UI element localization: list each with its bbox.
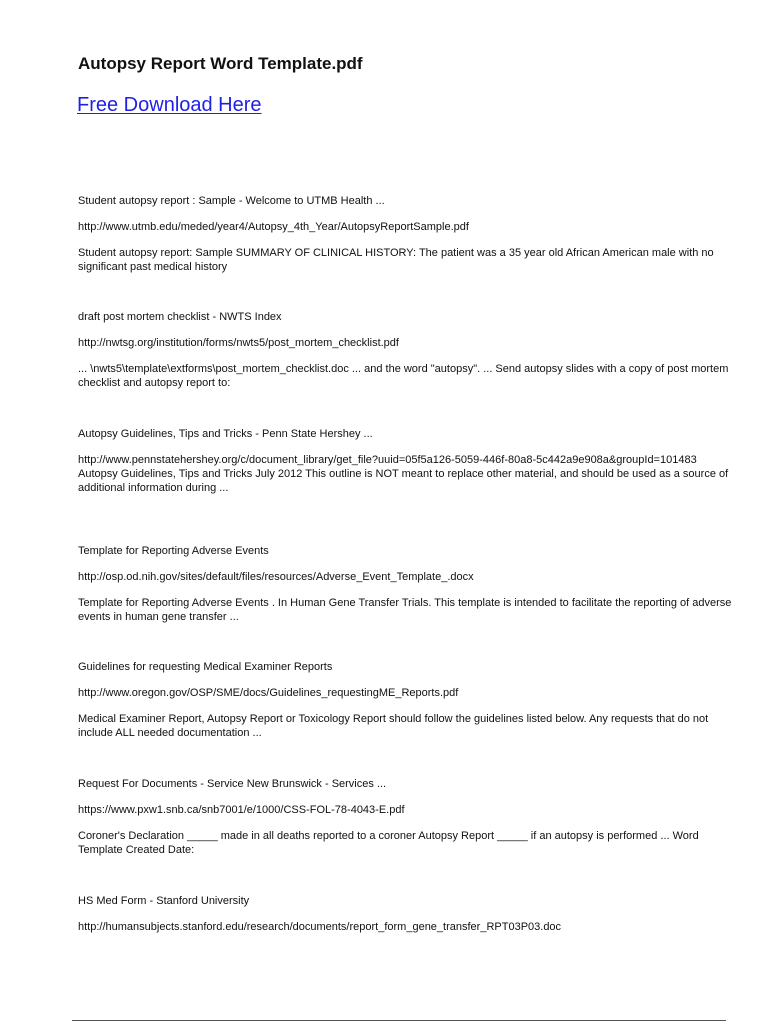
result-title: Guidelines for requesting Medical Examiner Reports xyxy=(78,661,333,673)
result-url[interactable]: http://humansubjects.stanford.edu/research/documents/report_form_gene_transfer_RPT03P03.doc xyxy=(78,921,562,933)
result-title: Request For Documents - Service New Brunswick - Services ... xyxy=(78,778,387,790)
search-result-utmb xyxy=(78,194,738,274)
result-title: Autopsy Guidelines, Tips and Tricks - Penn State Hershey ... xyxy=(78,428,373,440)
search-result-nwts xyxy=(78,310,738,390)
result-url[interactable]: http://www.oregon.gov/OSP/SME/docs/Guidelines_requestingME_Reports.pdf xyxy=(78,687,459,699)
result-url[interactable]: http://www.utmb.edu/meded/year4/Autopsy_4th_Year/AutopsyReportSample.pdf xyxy=(78,221,469,233)
search-result-pennstate xyxy=(78,427,738,495)
result-url[interactable]: http://www.pennstatehershey.org/c/document_library/get_file?uuid=05f5a126-5059-446f-80a8-5c442a9e908a&groupId=101483 xyxy=(78,454,697,466)
result-title: HS Med Form - Stanford University xyxy=(78,895,250,907)
result-snippet: Student autopsy report: Sample SUMMARY OF CLINICAL HISTORY: The patient was a 35 year old African American male with no significant past medical history xyxy=(78,247,714,273)
result-title: Student autopsy report : Sample - Welcome to UTMB Health ... xyxy=(78,195,385,207)
result-url[interactable]: https://www.pxw1.snb.ca/snb7001/e/1000/CSS-FOL-78-4043-E.pdf xyxy=(78,804,405,816)
search-result-snb xyxy=(78,777,738,857)
result-title: draft post mortem checklist - NWTS Index xyxy=(78,311,282,323)
result-snippet: ... \nwts5\template\extforms\post_mortem_checklist.doc ... and the word "autopsy". ... Send autopsy slides with a copy of post mortem checklist and autopsy report to: xyxy=(78,363,729,389)
free-download-link[interactable]: Free Download Here xyxy=(77,94,262,116)
result-snippet: Coroner's Declaration _____ made in all deaths reported to a coroner Autopsy Report _____ if an autopsy is performed ... Word Template Created Date: xyxy=(78,830,699,856)
document-title: Autopsy Report Word Template.pdf xyxy=(78,54,363,73)
result-snippet: Autopsy Guidelines, Tips and Tricks July 2012 This outline is NOT meant to replace other material, and should be used as a source of additional information during ... xyxy=(78,468,729,494)
search-result-stanford xyxy=(78,894,738,934)
search-result-nih xyxy=(78,544,738,624)
result-snippet: Medical Examiner Report, Autopsy Report or Toxicology Report should follow the guidelines listed below. Any requests that do not include ALL needed documentation ... xyxy=(78,713,709,739)
result-url[interactable]: http://osp.od.nih.gov/sites/default/files/resources/Adverse_Event_Template_.docx xyxy=(78,571,474,583)
result-url[interactable]: http://nwtsg.org/institution/forms/nwts5/post_mortem_checklist.pdf xyxy=(78,337,399,349)
result-title: Template for Reporting Adverse Events xyxy=(78,545,269,557)
search-result-oregon xyxy=(78,660,738,740)
footer-divider xyxy=(72,1020,726,1021)
result-snippet: Template for Reporting Adverse Events . In Human Gene Transfer Trials. This template is intended to facilitate the reporting of adverse events in human gene transfer ... xyxy=(78,597,732,623)
